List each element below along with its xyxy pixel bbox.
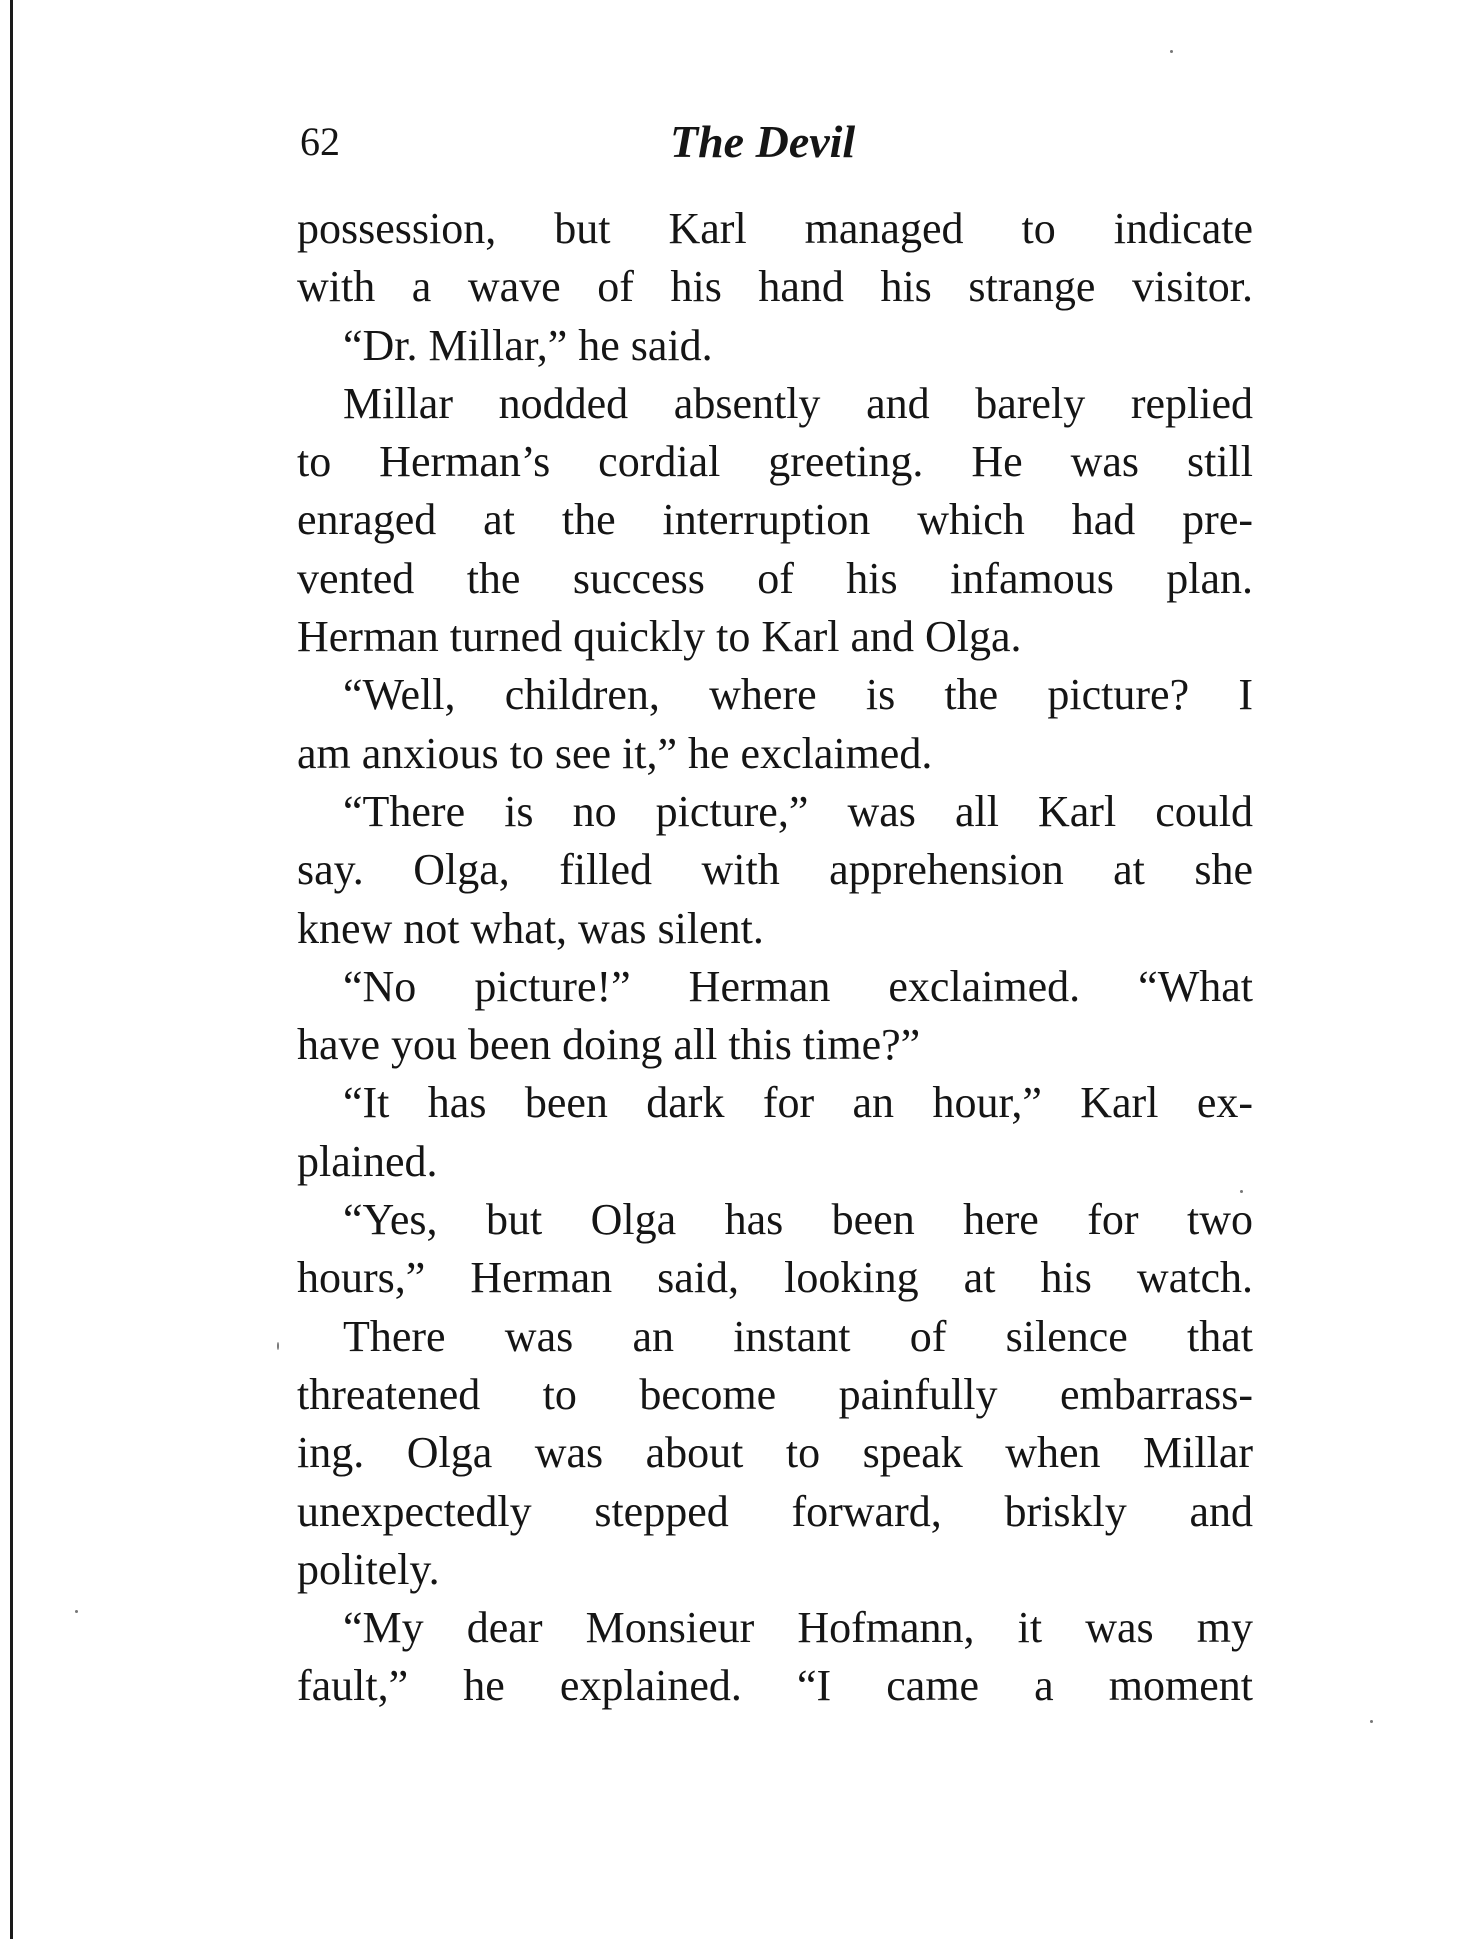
scan-speck bbox=[1370, 1720, 1373, 1723]
text-line: “My dear Monsieur Hofmann, it was my bbox=[343, 1603, 1253, 1653]
scan-speck bbox=[1170, 50, 1173, 53]
page-edge-rule bbox=[10, 0, 13, 1939]
text-line: “No picture!” Herman exclaimed. “What bbox=[343, 961, 1253, 1011]
text-line: Herman turned quickly to Karl and Olga. bbox=[297, 612, 1022, 662]
text-line: threatened to become painfully embarrass- bbox=[297, 1369, 1253, 1419]
text-line: have you been doing all this time?” bbox=[297, 1020, 921, 1070]
text-line: say. Olga, filled with apprehension at she bbox=[297, 845, 1253, 895]
scan-speck bbox=[277, 1342, 279, 1350]
text-line: unexpectedly stepped forward, briskly and bbox=[297, 1486, 1253, 1536]
text-line: am anxious to see it,” he exclaimed. bbox=[297, 728, 933, 778]
text-line: fault,” he explained. “I came a moment bbox=[297, 1661, 1253, 1711]
text-line: possession, but Karl managed to indicate bbox=[297, 204, 1253, 253]
text-line: with a wave of his hand his strange visitor. bbox=[297, 262, 1253, 312]
text-line: enraged at the interruption which had pre- bbox=[297, 495, 1253, 545]
page-number: 62 bbox=[300, 119, 340, 164]
text-line: Millar nodded absently and barely replied bbox=[343, 378, 1253, 428]
text-line: “Dr. Millar,” he said. bbox=[343, 320, 713, 370]
body-text bbox=[297, 200, 1253, 1716]
text-line: hours,” Herman said, looking at his watch. bbox=[297, 1253, 1253, 1303]
text-line: “Yes, but Olga has been here for two bbox=[343, 1195, 1253, 1245]
text-line: vented the success of his infamous plan. bbox=[297, 553, 1253, 603]
text-line: “Well, children, where is the picture? I bbox=[343, 670, 1253, 720]
text-line: “There is no picture,” was all Karl could bbox=[343, 786, 1253, 836]
page-header bbox=[300, 112, 1250, 172]
text-line: ing. Olga was about to speak when Millar bbox=[297, 1428, 1253, 1478]
running-title: The Devil bbox=[670, 116, 856, 167]
text-line: “It has been dark for an hour,” Karl ex- bbox=[343, 1078, 1253, 1128]
text-line: politely. bbox=[297, 1544, 440, 1594]
text-line: plained. bbox=[297, 1136, 438, 1186]
text-line: There was an instant of silence that bbox=[343, 1311, 1253, 1361]
scan-speck bbox=[1240, 1190, 1243, 1193]
text-line: to Herman’s cordial greeting. He was still bbox=[297, 437, 1253, 487]
text-line: knew not what, was silent. bbox=[297, 903, 764, 953]
scan-speck bbox=[75, 1610, 78, 1613]
